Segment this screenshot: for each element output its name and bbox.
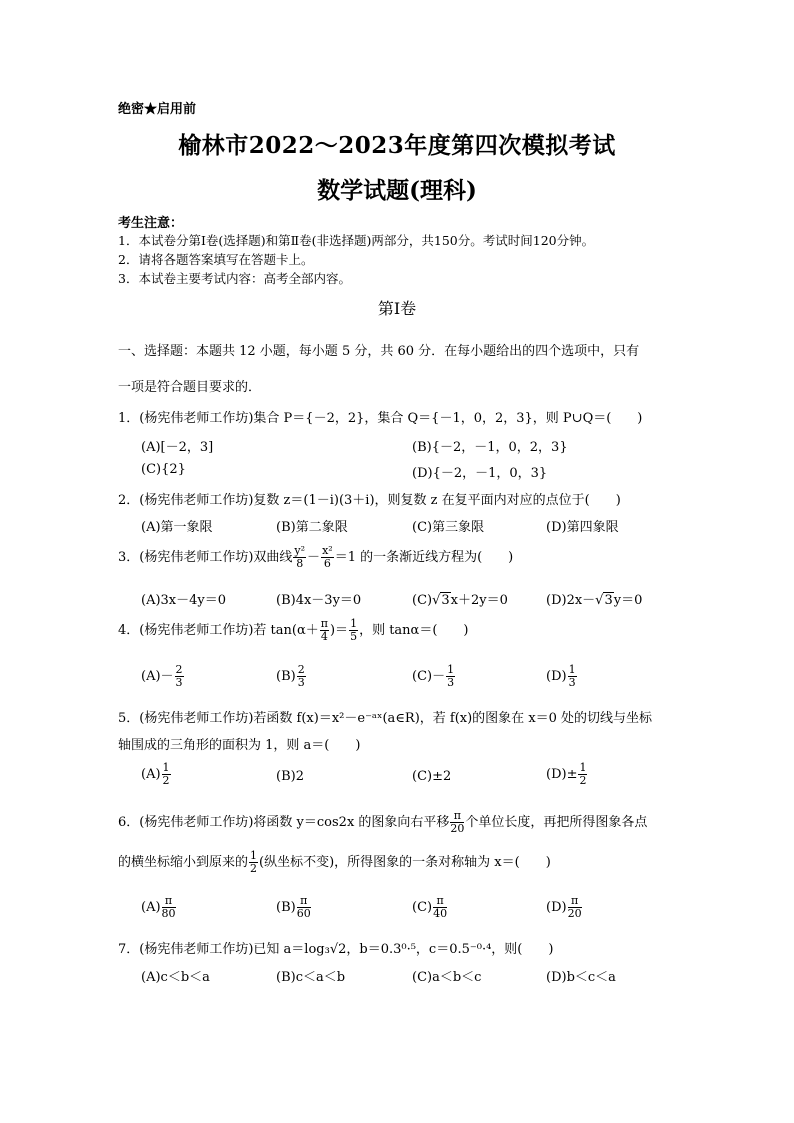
question-6-cont: 的横坐标缩小到原来的 $\frac{1}{2}$ (纵坐标不变)，所得图象的一条对称轴为 x＝( ) — [118, 849, 551, 875]
q3-option-a: (A)3x－4y＝0 — [141, 593, 227, 608]
q3-text-end: ＝1 的一条渐近线方程为( ) — [334, 550, 514, 565]
q3-minus: － — [307, 550, 321, 565]
q5-option-d: (D)± $\frac{1}{2}$ — [546, 761, 587, 787]
q4-option-d: (D) $\frac{1}{3}$ — [546, 663, 576, 689]
question-4: 4．(杨宪伟老师工作坊)若 tan(α＋ $\frac{\pi}{4}$ )＝ $\frac{1}{5}$ ，则 tanα＝( ) — [118, 617, 469, 643]
exam-subtitle: 数学试题(理科) — [317, 177, 477, 204]
notice-item: 1．本试卷分第Ⅰ卷(选择题)和第Ⅱ卷(非选择题)两部分，共150分。考试时间120分钟。 — [118, 233, 595, 248]
section-instructions-cont: 一项是符合题目要求的． — [118, 380, 262, 395]
question-5-cont: 轴围成的三角形的面积为 1，则 a＝( ) — [118, 738, 361, 753]
q6-option-b: (B) $\frac{\pi}{60}$ — [276, 894, 311, 920]
notice-item: 2．请将各题答案填写在答题卡上。 — [118, 252, 314, 267]
q6-option-c: (C) $\frac{\pi}{40}$ — [412, 894, 448, 920]
q2-option-b: (B)第二象限 — [276, 520, 348, 535]
q1-option-b: (B){－2，－1，0，2，3} — [412, 440, 568, 455]
q2-option-a: (A)第一象限 — [141, 520, 213, 535]
q3-option-c: (C)√3x＋2y＝0 — [412, 593, 508, 608]
q2-option-d: (D)第四象限 — [546, 520, 619, 535]
question-1: 1．(杨宪伟老师工作坊)集合 P＝{－2，2}，集合 Q＝{－1，0，2，3}，则 P∪Q＝( ) — [118, 411, 643, 426]
question-3 — [118, 545, 513, 570]
volume-title: 第Ⅰ卷 — [377, 299, 417, 318]
confidential-label: 绝密★启用前 — [118, 102, 197, 117]
section-instructions: 一、选择题：本题共 12 小题，每小题 5 分，共 60 分．在每小题给出的四个选项中，只有 — [118, 344, 640, 359]
q3-text: 3．(杨宪伟老师工作坊)双曲线 — [118, 550, 293, 565]
q6-option-d: (D) $\frac{\pi}{20}$ — [546, 894, 582, 920]
q5-option-b: (B)2 — [276, 769, 304, 784]
q3-fraction-x: $\frac{\text{x²}}{6}$ — [322, 544, 333, 570]
notice-item: 3．本试卷主要考试内容：高考全部内容。 — [118, 271, 351, 286]
q3-option-b: (B)4x－3y＝0 — [276, 593, 362, 608]
q7-option-b: (B)c＜a＜b — [276, 970, 346, 985]
q5-option-c: (C)±2 — [412, 769, 452, 784]
exam-title: 榆林市2022～2023年度第四次模拟考试 — [178, 132, 616, 159]
q3-fraction-y: $\frac{\text{y²}}{8}$ — [294, 544, 306, 570]
q4-option-c: (C)－ $\frac{1}{3}$ — [412, 663, 455, 689]
q4-fraction-pi4: $\frac{\pi}{4}$ — [320, 617, 328, 643]
q5-option-a: (A) $\frac{1}{2}$ — [141, 761, 170, 787]
q1-option-c: (C){2} — [141, 462, 186, 477]
q7-option-c: (C)a＜b＜c — [412, 970, 482, 985]
q3-option-d: (D)2x－√3y＝0 — [546, 593, 643, 608]
notice-heading: 考生注意： — [118, 216, 184, 231]
q1-option-d: (D){－2，－1，0，3} — [412, 466, 548, 481]
q2-option-c: (C)第三象限 — [412, 520, 485, 535]
q7-option-d: (D)b＜c＜a — [546, 970, 616, 985]
question-5: 5．(杨宪伟老师工作坊)若函数 f(x)＝x²－e⁻ᵃˣ(a∈R)，若 f(x)的图象在 x＝0 处的切线与坐标 — [118, 711, 653, 726]
q4-option-b: (B) $\frac{2}{3}$ — [276, 663, 305, 689]
question-2: 2．(杨宪伟老师工作坊)复数 z＝(1－i)(3＋i)，则复数 z 在复平面内对应的点位于( ) — [118, 493, 621, 508]
q4-fraction-1-5: $\frac{1}{5}$ — [350, 617, 358, 643]
q6-option-a: (A) $\frac{\pi}{80}$ — [141, 894, 176, 920]
q7-option-a: (A)c＜b＜a — [141, 970, 210, 985]
q1-option-a: (A)[－2，3] — [141, 440, 214, 455]
q4-option-a: (A)－ $\frac{2}{3}$ — [141, 663, 183, 689]
question-6: 6．(杨宪伟老师工作坊)将函数 y＝cos2x 的图象向右平移 $\frac{\pi}{20}$ 个单位长度，再把所得图象各点 — [118, 809, 648, 835]
question-7: 7．(杨宪伟老师工作坊)已知 a＝log₃√2，b＝0.3⁰·⁵，c＝0.5⁻⁰·⁴，则( ) — [118, 942, 554, 957]
